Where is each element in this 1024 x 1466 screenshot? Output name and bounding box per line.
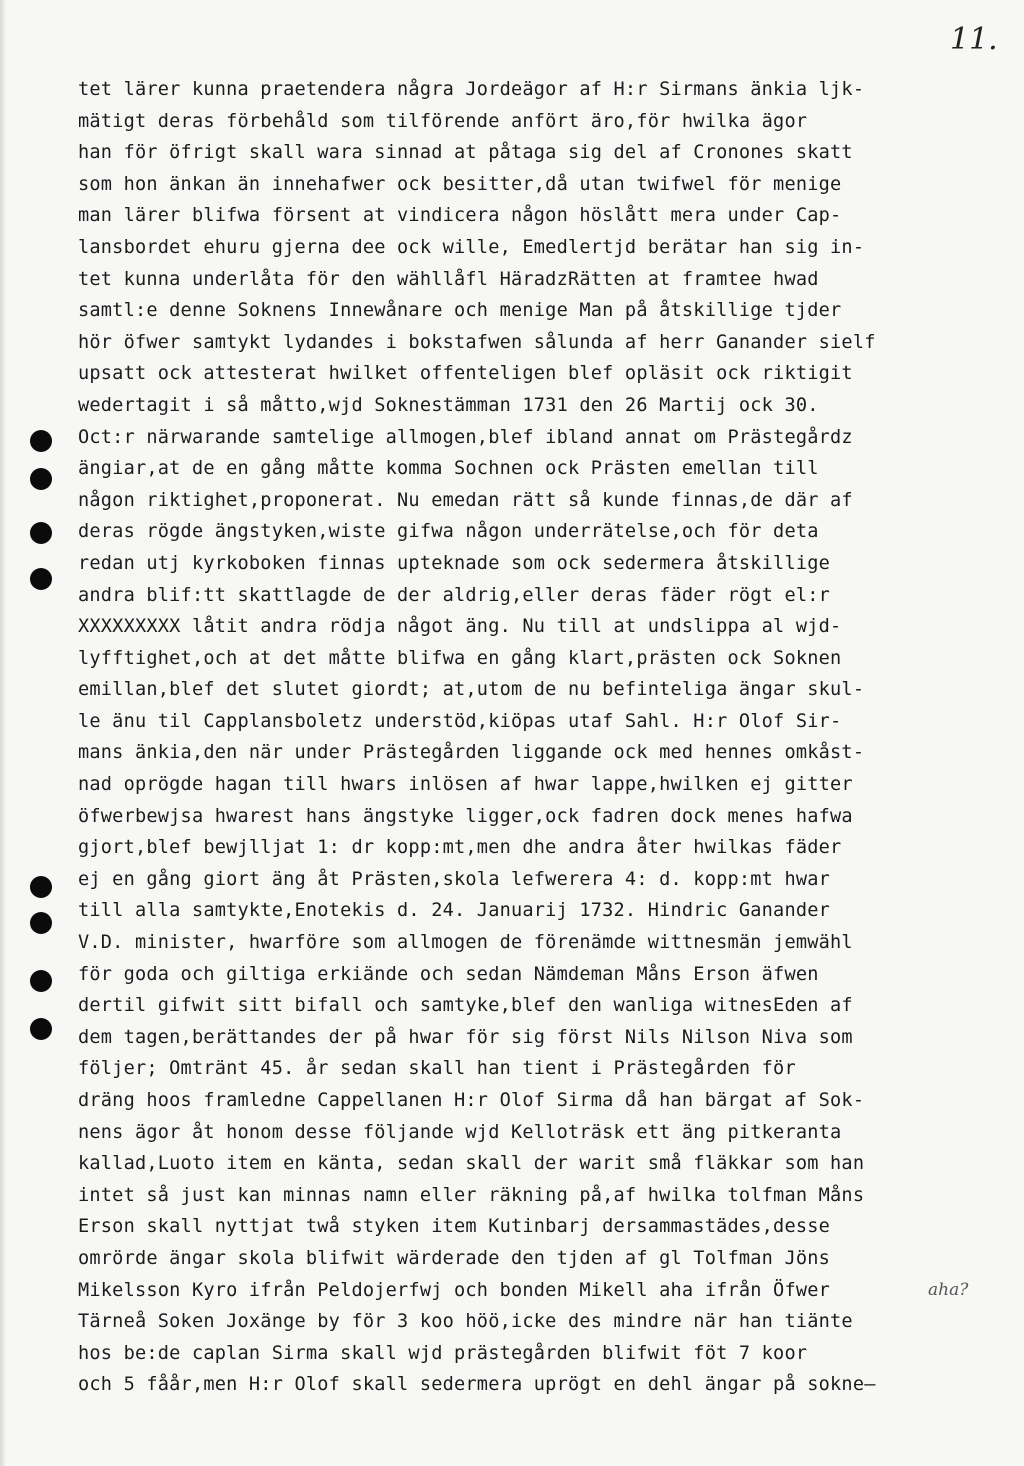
text-line: nad oprögde hagan till hwars inlösen af hwar lappe,hwilken ej gitter [78,774,853,796]
margin-note: aha? [928,1280,969,1300]
text-line: V.D. minister, hwarföre som allmogen de förenämde wittnesmän jemwähl [78,932,853,954]
punch-hole-mark [30,912,52,934]
text-line: mans änkia,den när under Prästegården liggande ock med hennes omkåst- [78,742,865,764]
text-line: gjort,blef bewjlljat 1: dr kopp:mt,men dhe andra åter hwilkas fäder [78,837,842,859]
text-line: tet lärer kunna praetendera några Jordeägor af H:r Sirmans änkia ljk- [78,79,865,100]
text-line: le änu til Capplansboletz understöd,kiöpas utaf Sahl. H:r Olof Sir- [78,710,842,732]
text-line: öfwerbewjsa hwarest hans ängstyke ligger,ock fadren dock menes hafwa [78,805,853,827]
text-line: nens ägor åt honom desse följande wjd Kelloträsk ett äng pitkeranta [78,1121,842,1143]
text-line: lansbordet ehuru gjerna dee ock wille, Emedlertjd berätar han sig in- [78,236,865,258]
text-line: dem tagen,berättandes der på hwar för sig först Nils Nilson Niva som [78,1026,853,1048]
text-line: wedertagit i så måtto,wjd Soknestämman 1731 den 26 Martij ock 30. [78,394,819,416]
text-line: emillan,blef det slutet giordt; at,utom de nu befinteliga ängar skul- [78,679,865,701]
punch-hole-mark [30,430,52,452]
text-line: ej en gång giort äng åt Prästen,skola lefwerera 4: d. kopp:mt hwar [78,868,831,890]
text-line: XXXXXXXXX låtit andra rödja något äng. Nu till at undslippa al wjd- [78,616,842,638]
text-line: hör öfwer samtykt lydandes i bokstafwen sålunda af herr Ganander sielf [78,331,876,353]
text-line: ängiar,at de en gång måtte komma Sochnen ock Prästen emellan till [78,458,819,480]
text-line: deras rögde ängstyken,wiste gifwa någon underrätelse,och för deta [78,521,819,543]
text-line: intet så just kan minnas namn eller räkning på,af hwilka tolfman Måns [78,1184,865,1206]
text-line: dräng hoos framledne Cappellanen H:r Olof Sirma då han bärgat af Sok- [78,1090,865,1111]
text-line: han för öfrigt skall wara sinnad at påtaga sig del af Cronones skatt [78,142,853,164]
punch-hole-mark [30,468,52,490]
punch-hole-mark [30,1018,52,1040]
text-line: följer; Omtränt 45. år sedan skall han tient i Prästegården för [78,1058,796,1080]
text-line: för goda och giltiga erkiände och sedan Nämdeman Måns Erson äfwen [78,963,819,985]
text-line: Oct:r närwarande samtelige allmogen,blef ibland annat om Prästegårdz [78,426,853,448]
text-line: lyfftighet,och at det måtte blifwa en gång klart,prästen ock Soknen [78,647,842,669]
text-line: och 5 fåår,men H:r Olof skall sedermera uprögt en dehl ängar på sokne— [78,1374,876,1396]
text-line: hos be:de caplan Sirma skall wjd prästegården blifwit föt 7 koor [78,1342,808,1364]
page-number: 11. [950,22,998,57]
punch-hole-mark [30,522,52,544]
text-line: redan utj kyrkoboken finnas upteknade som ock sedermera åtskillige [78,552,831,574]
text-line: någon riktighet,proponerat. Nu emedan rätt så kunde finnas,de där af [78,489,853,511]
text-line: dertil gifwit sitt bifall och samtyke,blef den wanliga witnesEden af [78,995,853,1017]
punch-hole-mark [30,970,52,992]
text-line: som hon änkan än innehafwer ock besitter,då utan twifwel för menige [78,173,842,195]
text-line: Erson skall nyttjat twå styken item Kutinbarj dersammastädes,desse [78,1216,831,1238]
text-line: man lärer blifwa försent at vindicera någon höslått mera under Cap- [78,205,842,227]
text-line: upsatt ock attesterat hwilket offenteligen blef opläsit ock riktigit [78,363,853,385]
text-line: andra blif:tt skattlagde de der aldrig,eller deras fäder rögt el:r [78,584,831,606]
text-line: Mikelsson Kyro ifrån Peldojerfwj och bonden Mikell aha ifrån Öfwer [78,1279,831,1301]
punch-hole-mark [30,568,52,590]
text-line: Tärneå Soken Joxänge by för 3 koo höö,icke des mindre när han tiänte [78,1311,853,1333]
punch-hole-mark [30,876,52,898]
text-line: samtl:e denne Soknens Innewånare och menige Man på åtskillige tjder [78,300,842,322]
text-line: mätigt deras förbehåld som tilförende anfört äro,för hwilka ägor [78,110,808,132]
page-edge-shadow [0,0,6,1466]
text-line: till alla samtykte,Enotekis d. 24. Januarij 1732. Hindric Ganander [78,900,831,922]
text-line: kallad,Luoto item en känta, sedan skall der warit små fläkkar som han [78,1153,865,1175]
text-line: tet kunna underlåta för den wähllåfl HäradzRätten at framtee hwad [78,268,819,290]
document-body-text [78,74,958,1401]
text-line: omrörde ängar skola blifwit wärderade den tjden af gl Tolfman Jöns [78,1247,831,1269]
